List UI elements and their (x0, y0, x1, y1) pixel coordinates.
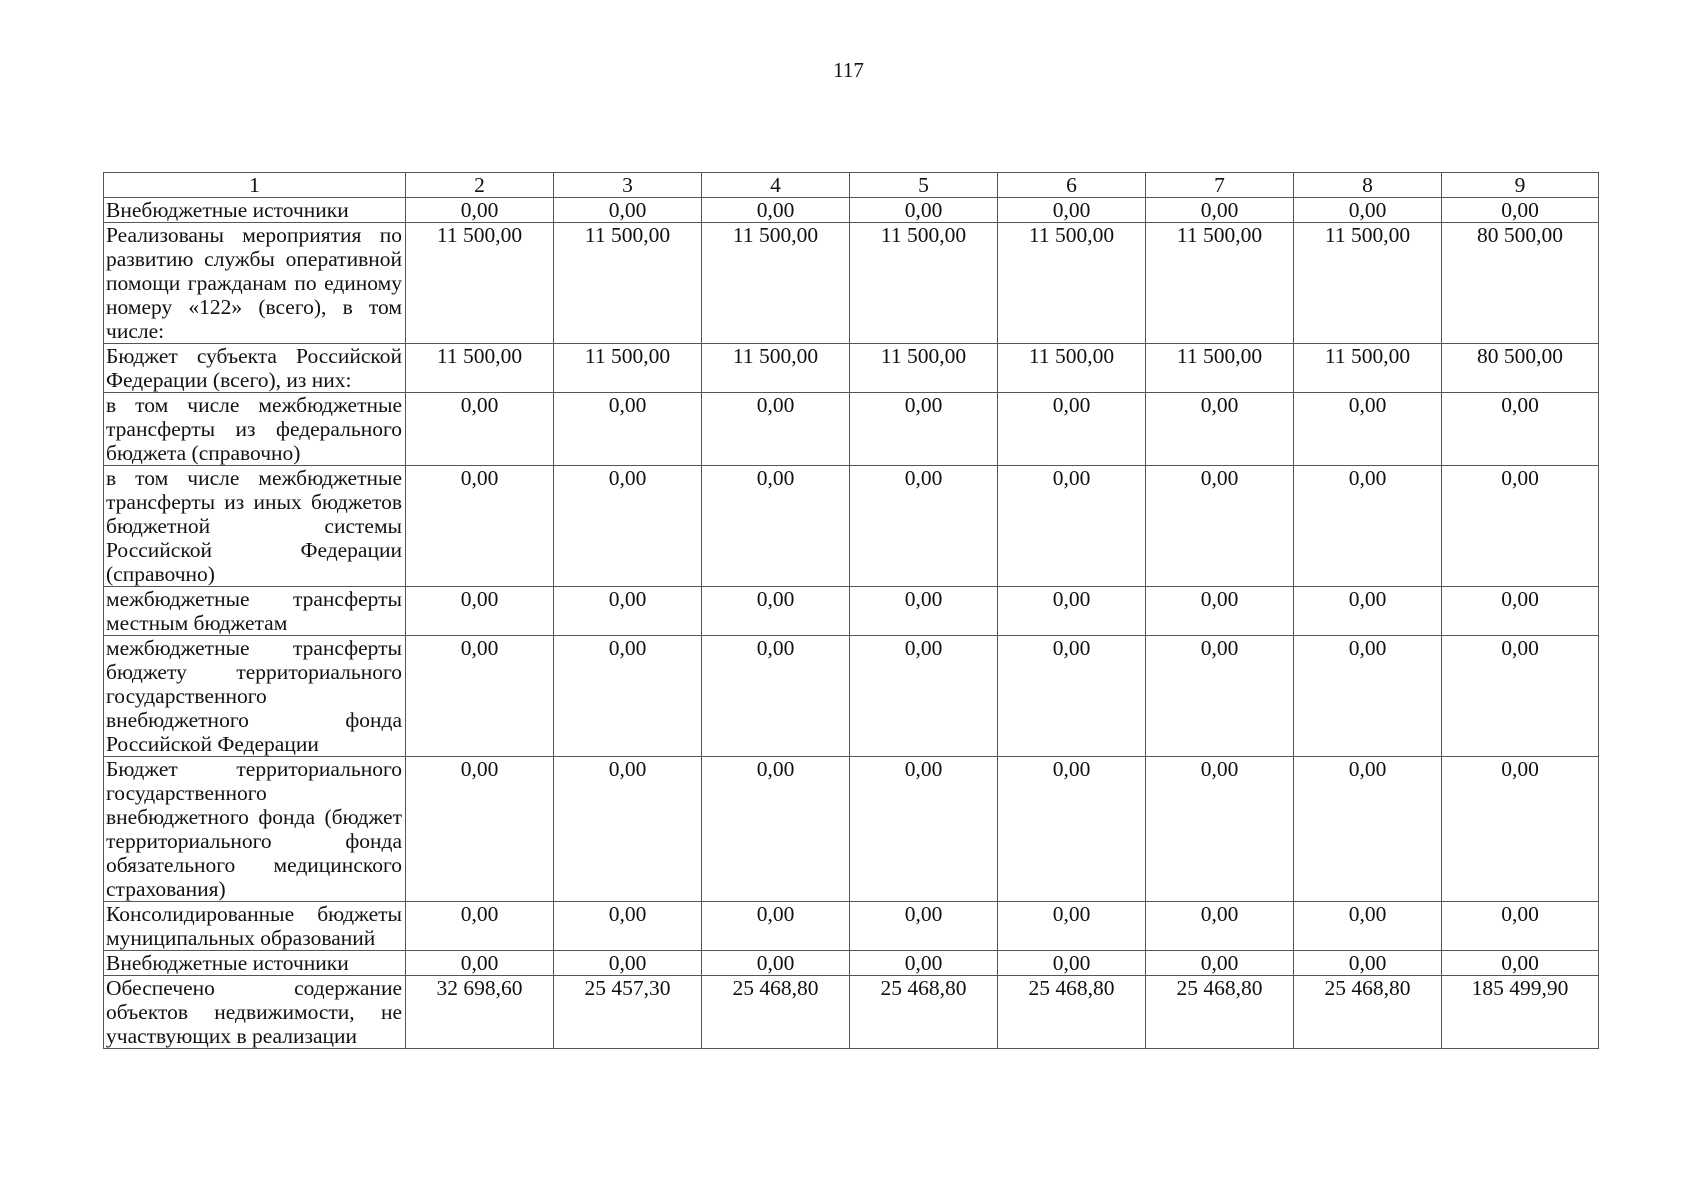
value-cell: 0,00 (406, 587, 554, 636)
value-cell: 0,00 (998, 393, 1146, 466)
value-cell: 0,00 (1294, 198, 1442, 223)
value-cell: 0,00 (554, 636, 702, 757)
value-cell: 0,00 (406, 636, 554, 757)
value-cell: 11 500,00 (554, 344, 702, 393)
value-cell: 0,00 (554, 393, 702, 466)
value-cell: 11 500,00 (850, 223, 998, 344)
value-cell: 25 468,80 (1294, 976, 1442, 1049)
value-cell: 0,00 (998, 902, 1146, 951)
value-cell: 0,00 (850, 393, 998, 466)
value-cell: 80 500,00 (1442, 344, 1599, 393)
value-cell: 11 500,00 (1146, 223, 1294, 344)
value-cell: 0,00 (850, 587, 998, 636)
column-number: 1 (104, 173, 406, 198)
value-cell: 11 500,00 (1146, 344, 1294, 393)
value-cell: 0,00 (702, 902, 850, 951)
value-cell: 11 500,00 (998, 223, 1146, 344)
value-cell: 11 500,00 (1294, 223, 1442, 344)
value-cell: 0,00 (1294, 393, 1442, 466)
value-cell: 0,00 (702, 393, 850, 466)
row-label: Обеспечено содержание объектов недвижимости, не участвующих в реализации (104, 976, 406, 1049)
value-cell: 0,00 (1146, 951, 1294, 976)
page-number: 117 (833, 58, 864, 82)
value-cell: 0,00 (702, 466, 850, 587)
value-cell: 0,00 (1146, 757, 1294, 902)
value-cell: 32 698,60 (406, 976, 554, 1049)
value-cell: 0,00 (850, 757, 998, 902)
value-cell: 0,00 (1146, 902, 1294, 951)
table-row (104, 902, 1599, 951)
value-cell: 0,00 (1294, 757, 1442, 902)
value-cell: 11 500,00 (406, 344, 554, 393)
value-cell: 0,00 (850, 951, 998, 976)
table-row (104, 198, 1599, 223)
row-label: в том числе межбюджетные трансферты из иных бюджетов бюджетной системы Российской Федерации (справочно) (104, 466, 406, 587)
value-cell: 80 500,00 (1442, 223, 1599, 344)
row-label: межбюджетные трансферты бюджету территориального государственного внебюджетного фонда Российской Федерации (104, 636, 406, 757)
value-cell: 25 468,80 (850, 976, 998, 1049)
value-cell: 0,00 (1442, 902, 1599, 951)
row-label: Бюджет субъекта Российской Федерации (всего), из них: (104, 344, 406, 393)
value-cell: 0,00 (406, 757, 554, 902)
value-cell: 0,00 (998, 466, 1146, 587)
table-row (104, 757, 1599, 902)
value-cell: 25 468,80 (1146, 976, 1294, 1049)
value-cell: 0,00 (1294, 466, 1442, 587)
value-cell: 185 499,90 (1442, 976, 1599, 1049)
column-number: 2 (406, 173, 554, 198)
column-number: 9 (1442, 173, 1599, 198)
value-cell: 0,00 (998, 198, 1146, 223)
value-cell: 0,00 (1442, 587, 1599, 636)
row-label: Внебюджетные источники (104, 198, 406, 223)
value-cell: 0,00 (1442, 466, 1599, 587)
value-cell: 0,00 (554, 466, 702, 587)
value-cell: 0,00 (554, 951, 702, 976)
table-row (104, 223, 1599, 344)
value-cell: 0,00 (850, 902, 998, 951)
value-cell: 0,00 (406, 393, 554, 466)
column-number: 6 (998, 173, 1146, 198)
value-cell: 11 500,00 (702, 344, 850, 393)
value-cell: 0,00 (1146, 587, 1294, 636)
value-cell: 0,00 (406, 466, 554, 587)
value-cell: 0,00 (702, 757, 850, 902)
column-number: 8 (1294, 173, 1442, 198)
column-number-row (104, 173, 1599, 198)
row-label: Реализованы мероприятия по развитию службы оперативной помощи гражданам по единому номеру «122» (всего), в том числе: (104, 223, 406, 344)
value-cell: 0,00 (850, 636, 998, 757)
table-row (104, 393, 1599, 466)
value-cell: 11 500,00 (1294, 344, 1442, 393)
value-cell: 0,00 (554, 902, 702, 951)
row-label: Внебюджетные источники (104, 951, 406, 976)
value-cell: 0,00 (850, 198, 998, 223)
value-cell: 11 500,00 (702, 223, 850, 344)
value-cell: 0,00 (850, 466, 998, 587)
value-cell: 0,00 (1442, 198, 1599, 223)
row-label: межбюджетные трансферты местным бюджетам (104, 587, 406, 636)
value-cell: 0,00 (406, 198, 554, 223)
value-cell: 0,00 (1146, 636, 1294, 757)
value-cell: 0,00 (702, 198, 850, 223)
value-cell: 0,00 (554, 757, 702, 902)
value-cell: 11 500,00 (998, 344, 1146, 393)
value-cell: 0,00 (554, 587, 702, 636)
value-cell: 0,00 (702, 587, 850, 636)
row-label: Бюджет территориального государственного внебюджетного фонда (бюджет территориального фонда обязательного медицинского страхования) (104, 757, 406, 902)
value-cell: 11 500,00 (850, 344, 998, 393)
value-cell: 0,00 (406, 951, 554, 976)
value-cell: 0,00 (1146, 466, 1294, 587)
table-row (104, 466, 1599, 587)
budget-table-body (104, 173, 1599, 1049)
value-cell: 0,00 (1442, 757, 1599, 902)
value-cell: 0,00 (1442, 951, 1599, 976)
value-cell: 0,00 (1294, 636, 1442, 757)
value-cell: 0,00 (1294, 587, 1442, 636)
value-cell: 0,00 (1442, 393, 1599, 466)
value-cell: 0,00 (406, 902, 554, 951)
table-row (104, 587, 1599, 636)
budget-table (103, 172, 1599, 1049)
table-row (104, 951, 1599, 976)
value-cell: 0,00 (1294, 951, 1442, 976)
value-cell: 0,00 (998, 587, 1146, 636)
value-cell: 0,00 (1294, 902, 1442, 951)
value-cell: 0,00 (998, 951, 1146, 976)
value-cell: 0,00 (554, 198, 702, 223)
value-cell: 0,00 (702, 636, 850, 757)
column-number: 3 (554, 173, 702, 198)
value-cell: 0,00 (1146, 393, 1294, 466)
table-row (104, 344, 1599, 393)
value-cell: 25 468,80 (702, 976, 850, 1049)
value-cell: 11 500,00 (406, 223, 554, 344)
column-number: 5 (850, 173, 998, 198)
table-row (104, 636, 1599, 757)
row-label: в том числе межбюджетные трансферты из федерального бюджета (справочно) (104, 393, 406, 466)
table-row (104, 976, 1599, 1049)
value-cell: 0,00 (998, 636, 1146, 757)
value-cell: 0,00 (1146, 198, 1294, 223)
row-label: Консолидированные бюджеты муниципальных образований (104, 902, 406, 951)
value-cell: 25 457,30 (554, 976, 702, 1049)
value-cell: 11 500,00 (554, 223, 702, 344)
value-cell: 0,00 (702, 951, 850, 976)
value-cell: 0,00 (1442, 636, 1599, 757)
column-number: 4 (702, 173, 850, 198)
column-number: 7 (1146, 173, 1294, 198)
value-cell: 25 468,80 (998, 976, 1146, 1049)
value-cell: 0,00 (998, 757, 1146, 902)
